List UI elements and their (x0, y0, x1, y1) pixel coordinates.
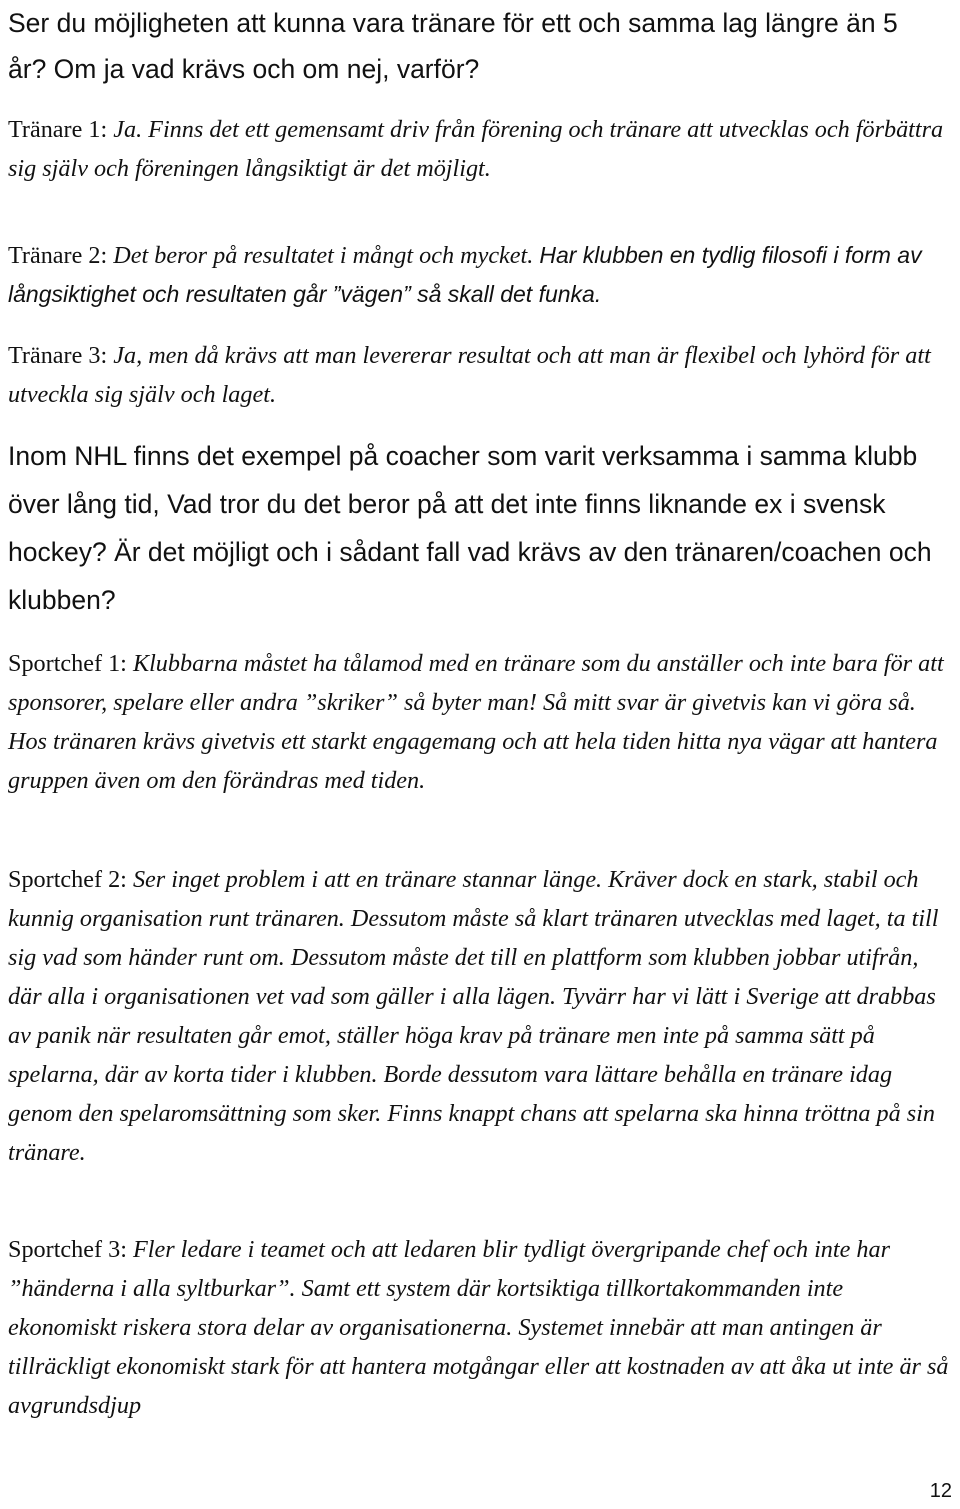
answer-text: Fler ledare i teamet och att ledaren blir tydligt övergripande chef och inte har ”händerna i alla syltburkar”. Samt ett system där kortsiktiga tillkortakommanden inte ekonomiskt riskera stora delar av organisationerna. Systemet innebär att man antingen är tillräckligt ekonomiskt stark för att hantera motgångar eller att kostnaden av att åka ut inte är så avgrundsdjup (8, 1236, 949, 1419)
question-1: Ser du möjligheten att kunna vara tränare för ett och samma lag längre än 5 år? Om ja vad krävs och om nej, varför? (8, 8, 898, 84)
speaker-label: Tränare 3 (8, 342, 101, 369)
speaker-label: Sportchef 3 (8, 1236, 121, 1263)
question-2: Inom NHL finns det exempel på coacher som varit verksamma i samma klubb över lång tid, Vad tror du det beror på att det inte finns liknande ex i svensk hockey? Är det möjligt och i sådant fall vad krävs av den tränaren/coachen och klubben? (8, 441, 932, 615)
answer-text: Ja, men då krävs att man levererar resultat och att man är flexibel och lyhörd för att utveckla sig själv och laget. (8, 342, 931, 408)
answer-text: Ja. Finns det ett gemensamt driv från förening och tränare att utvecklas och förbättra sig själv och föreningen långsiktigt är det möjligt. (8, 116, 944, 182)
answer-tranare-2 (8, 236, 954, 314)
answer-text: Klubbarna måstet ha tålamod med en tränare som du anställer och inte bara för att sponsorer, spelare eller andra ”skriker” så byter man! Så mitt svar är givetvis kan vi göra så. Hos tränaren krävs givetvis ett starkt engagemang och att hela tiden hitta nya vägar att hantera gruppen även om den förändras med tiden. (8, 650, 944, 794)
answer-sportchef-2 (8, 860, 954, 1172)
answer-sportchef-3: Sportchef 3: Fler ledare i teamet och att ledaren blir tydligt övergripande chef och inte har ”händerna i alla syltburkar”. Samt ett system där kortsiktiga tillkortakommanden inte ekonomiskt riskera stora delar av organisationerna. Systemet innebär att man antingen är tillräckligt ekonomiskt stark för att hantera motgångar eller att kostnaden av att åka ut inte är så avgrundsdjup (8, 1236, 949, 1419)
page-number: 12 (929, 1480, 952, 1502)
speaker-label: Tränare 2: (8, 242, 108, 269)
answer-tranare-1 (8, 110, 948, 188)
speaker-label: Sportchef 1: (8, 650, 127, 677)
speaker-label: Tränare 1: (8, 116, 108, 143)
answer-text: Det beror på resultatet i mångt och mycket. (113, 242, 540, 269)
answer-text-continued: Har klubben en tydlig filosofi i form av långsiktighet och resultaten går ”vägen” så skall det funka. (8, 242, 922, 307)
answer-sportchef-1 (8, 644, 954, 800)
answer-tranare-3: Tränare 3: Ja, men då krävs att man levererar resultat och att man är flexibel och lyhörd för att utveckla sig själv och laget. (8, 342, 931, 408)
answer-text: Ser inget problem i att en tränare stannar länge. Kräver dock en stark, stabil och kunnig organisation runt tränaren. Dessutom måste så klart tränaren utvecklas med laget, ta till sig vad som händer runt om. Dessutom måste det till en plattform som klubben jobbar utifrån, där alla i organisationen vet vad som gäller i alla lägen. Tyvärr har vi lätt i Sverige att drabbas av panik när resultaten går emot, ställer höga krav på tränare men inte på samma sätt på spelarna, där av korta tider i klubben. Borde dessutom vara lättare behålla en tränare idag genom den spelaromsättning som sker. Finns knappt chans att spelarna ska hinna tröttna på sin tränare. (8, 866, 939, 1166)
speaker-label: Sportchef 2: (8, 866, 127, 893)
